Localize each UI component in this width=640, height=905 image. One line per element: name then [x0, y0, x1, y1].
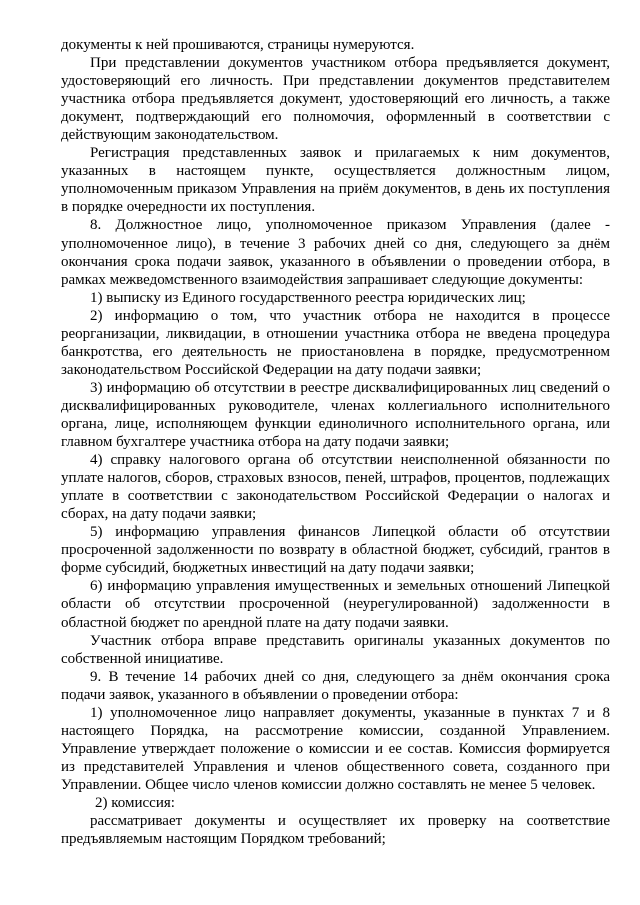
paragraph-14: 2) комиссия: [95, 794, 175, 811]
paragraph-7: 3) информацию об отсутствии в реестре дисквалифицированных лиц сведений о дисквалифицированных руководителе, членах коллегиального исполнительного органа, лице, исполняющем функции единоличного исполнительного органа, или главном бухгалтере участника отбора на дату подачи заявки; [61, 379, 610, 451]
paragraph-3: Регистрация представленных заявок и прилагаемых к ним документов, указанных в настоящем пункте, осуществляется должностным лицом, уполномоченным приказом Управления на приём документов, в день их поступления в порядке очередности их поступления. [61, 145, 610, 216]
paragraph-10: 6) информацию управления имущественных и земельных отношений Липецкой области об отсутствии просроченной (неурегулированной) задолженности в областной бюджет по арендной плате на дату подачи заявки. [61, 578, 610, 631]
paragraph-12: 9. В течение 14 рабочих дней со дня, следующего за днём окончания срока подачи заявок, указанного в объявлении о проведении отбора: [61, 668, 610, 703]
paragraph-13: 1) уполномоченное лицо направляет документы, указанные в пунктах 7 и 8 настоящего Порядка, на рассмотрение комиссии, созданной Управлением. Управление утверждает положение о комиссии и ее состав. Комиссия формируется из представителей Управления и членов общественного совета, созданного при Управлении. Общее число членов комиссии должно составлять не менее 5 человек. [61, 704, 610, 793]
paragraph-8: 4) справку налогового органа об отсутствии неисполненной обязанности по уплате налогов, сборов, страховых взносов, пеней, штрафов, процентов, подлежащих уплате в соответствии с законодательством Российской Федерации о налогах и сборах, на дату подачи заявки; [61, 452, 610, 523]
paragraph-4: 8. Должностное лицо, уполномоченное приказом Управления (далее - уполномоченное лицо), в течение 3 рабочих дней со дня, следующего за днём окончания срока подачи заявок, указанного в объявлении о проведении отбора, в рамках межведомственного взаимодействия запрашивает следующие документы: [61, 217, 610, 288]
paragraph-2: При представлении документов участником отбора предъявляется документ, удостоверяющий его личность. При представлении документов представителем участника отбора предъявляется документ, удостоверяющий его личность, а также документ, подтверждающий его полномочия, оформленный в соответствии с действующим законодательством. [61, 55, 610, 144]
paragraph-9: 5) информацию управления финансов Липецкой области об отсутствии просроченной задолженности по возврату в областной бюджет, субсидий, грантов в форме субсидий, бюджетных инвестиций на дату подачи заявки; [61, 524, 610, 577]
paragraph-15: рассматривает документы и осуществляет их проверку на соответствие предъявляемым настоящим Порядком требований; [61, 813, 610, 848]
paragraph-1: документы к ней прошиваются, страницы нумеруются. [61, 37, 415, 53]
paragraph-5: 1) выписку из Единого государственного реестра юридических лиц; [90, 289, 526, 306]
paragraph-11: Участник отбора вправе представить оригиналы указанных документов по собственной инициативе. [61, 632, 610, 667]
paragraph-6: 2) информацию о том, что участник отбора не находится в процессе реорганизации, ликвидации, в отношении участника отбора не введена процедура банкротства, его деятельность не приостановлена в порядке, предусмотренном законодательством Российской Федерации на дату подачи заявки; [61, 307, 610, 378]
document-page [61, 36, 610, 848]
